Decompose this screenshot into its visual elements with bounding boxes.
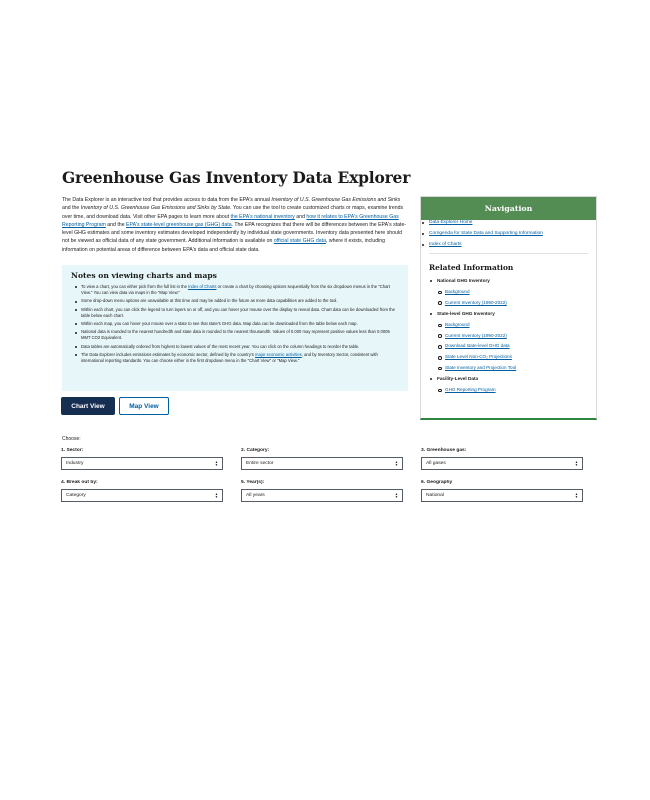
related-category-national: National GHG Inventory: [421, 278, 596, 284]
greenhouse-gas-label: 3. Greenhouse gas:: [421, 448, 467, 453]
intro-text: and the: [105, 221, 127, 228]
page-title: Greenhouse Gas Inventory Data Explorer: [62, 168, 411, 187]
related-category-state: State-level GHG Inventory: [421, 311, 596, 317]
note-item: Data tables are automatically ordered from highest to lowest values of the most recent year. You can click on the column headings to reorder the table.: [81, 344, 399, 350]
intro-text: . The EPA recognizes that there will be differences between the EPA's state-level GHG estimates and some inventory estimates developed independently by individual state governments. Inventory data presented here should not be viewed as official data of any state government. Additional information is available on: [62, 221, 407, 245]
ghgrp-relation-link[interactable]: how it relates to EPA's Greenhouse Gas Reporting Program: [62, 213, 399, 228]
sidebar-navigation: [420, 196, 597, 420]
choose-label: Choose:: [62, 436, 81, 442]
chevron-up-down-icon: ▲ ▼: [394, 491, 398, 499]
years-value: All years: [246, 493, 265, 498]
related-category-facility: Facility-Level Data: [421, 376, 596, 382]
related-link-national-background[interactable]: Background: [445, 288, 470, 294]
index-of-charts-link[interactable]: Index of Charts: [188, 284, 217, 289]
intro-emphasis: Inventory of U.S. Greenhouse Gas Emissions and Sinks by State: [80, 205, 231, 212]
related-link-national-current-inventory[interactable]: Current Inventory (1990-2022): [445, 299, 507, 305]
note-text: The Data Explorer includes emissions estimates by economic sector, defined by the country's: [81, 351, 255, 357]
note-item: [81, 284, 399, 296]
intro-emphasis: Inventory of U.S. Greenhouse Gas Emissions and Sinks: [271, 197, 401, 203]
nav-link-index-of-charts[interactable]: Index of Charts: [429, 241, 462, 247]
category-value: Entire sector: [246, 461, 274, 466]
divider: [429, 253, 588, 254]
related-information-title: Related Information: [429, 262, 514, 272]
intro-text: . You can use the tool to create customized charts or maps, examine trends over time, and download data. Visit other EPA pages to learn more about: [62, 205, 404, 220]
greenhouse-gas-field: [421, 448, 583, 470]
intro-text: and the: [62, 205, 81, 212]
note-item: Within each map, you can hover your mouse over a state to see that state's GHG data. Map data can be downloaded from the table below each map.: [81, 321, 399, 327]
related-link-download-state-data[interactable]: Download state-level GHG data: [445, 343, 510, 349]
intro-text: , where it exists, including information on potential areas of difference between EPA's data and official state data.: [62, 238, 386, 253]
related-link-state-background[interactable]: Background: [445, 321, 470, 327]
years-field: [241, 480, 403, 502]
sector-field: [61, 448, 223, 470]
geography-label: 6. Geography: [421, 480, 453, 485]
chevron-up-down-icon: ▲ ▼: [394, 459, 398, 467]
category-label: 2. Category:: [241, 448, 270, 453]
chevron-up-down-icon: ▲ ▼: [574, 491, 578, 499]
greenhouse-gas-value: All gases: [426, 461, 446, 466]
map-view-button[interactable]: Map View: [119, 397, 169, 415]
sector-select[interactable]: [61, 457, 223, 470]
sector-label: 1. Sector:: [61, 448, 84, 453]
related-link-projection-tool[interactable]: State Inventory and Projection Tool: [445, 365, 517, 371]
years-select[interactable]: [241, 489, 403, 502]
note-item: National data is rounded to the nearest hundredth and state data is rounded to the nearest thousandth. Values of 0.000 may represent positive values less than 0.0005 MMT CO2 Equivalent.: [81, 329, 399, 341]
state-ghg-data-link[interactable]: EPA's state-level greenhouse gas (GHG) data: [126, 221, 232, 228]
note-item: Some drop-down menu options are unavailable at this time and may be added in the future as more data capabilities are added to the tool.: [81, 298, 399, 304]
chevron-up-down-icon: ▲ ▼: [574, 459, 578, 467]
intro-paragraph: [62, 196, 408, 254]
greenhouse-gas-select[interactable]: [421, 457, 583, 470]
sector-value: Industry: [66, 461, 84, 466]
nav-link-corrigenda[interactable]: Corrigenda for State Data and Supporting Information: [429, 230, 543, 236]
geography-select[interactable]: [421, 489, 583, 502]
chevron-up-down-icon: ▲ ▼: [214, 459, 218, 467]
break-out-label: 4. Break out by:: [61, 480, 98, 485]
national-inventory-link[interactable]: the EPA's national inventory: [230, 213, 295, 220]
official-state-ghg-link[interactable]: official state GHG data: [273, 238, 326, 245]
chart-view-button[interactable]: Chart View: [61, 397, 115, 415]
note-item: Within each chart, you can click the legend to turn layers on or off, and you can hover your mouse over the display to reveal data. Chart data can be downloaded from the table below each chart.: [81, 307, 399, 319]
related-link-ghgrp[interactable]: GHG Reporting Program: [445, 387, 496, 393]
intro-text: and: [294, 213, 307, 220]
note-text: or create a chart by choosing options sequentially from the six dropdown menus in the "Chart View." You can view data via maps in the "Map View.": [81, 284, 390, 296]
geography-value: National: [426, 493, 444, 498]
note-item: [81, 352, 399, 364]
navigation-header: Navigation: [421, 197, 596, 220]
intro-text: The Data Explorer is an interactive tool that provides access to data from the EPA's annual: [62, 197, 272, 203]
break-out-value: Category: [66, 493, 86, 498]
category-select[interactable]: [241, 457, 403, 470]
break-out-select[interactable]: [61, 489, 223, 502]
chevron-up-down-icon: ▲ ▼: [214, 491, 218, 499]
major-economic-activities-link[interactable]: major economic activities: [254, 351, 302, 357]
geography-field: [421, 480, 583, 502]
note-text: To view a chart, you can either pick from the full list in the: [81, 284, 189, 289]
category-field: [241, 448, 403, 470]
related-link-state-current-inventory[interactable]: Current Inventory (1990-2022): [445, 332, 507, 338]
nav-link-data-explorer-home[interactable]: Data Explorer Home: [429, 220, 473, 225]
notes-title: Notes on viewing charts and maps: [71, 271, 217, 280]
notes-box: [62, 265, 408, 391]
related-link-state-projections[interactable]: State Level Non-CO₂ Projections: [445, 354, 512, 360]
years-label: 5. Year(s):: [241, 480, 265, 485]
note-text: , and by Inventory Sector, consistent with international reporting standards. You can choose either in the first dropdown menu in the "Chart View" or "Map View.": [81, 351, 378, 364]
break-out-field: [61, 480, 223, 502]
